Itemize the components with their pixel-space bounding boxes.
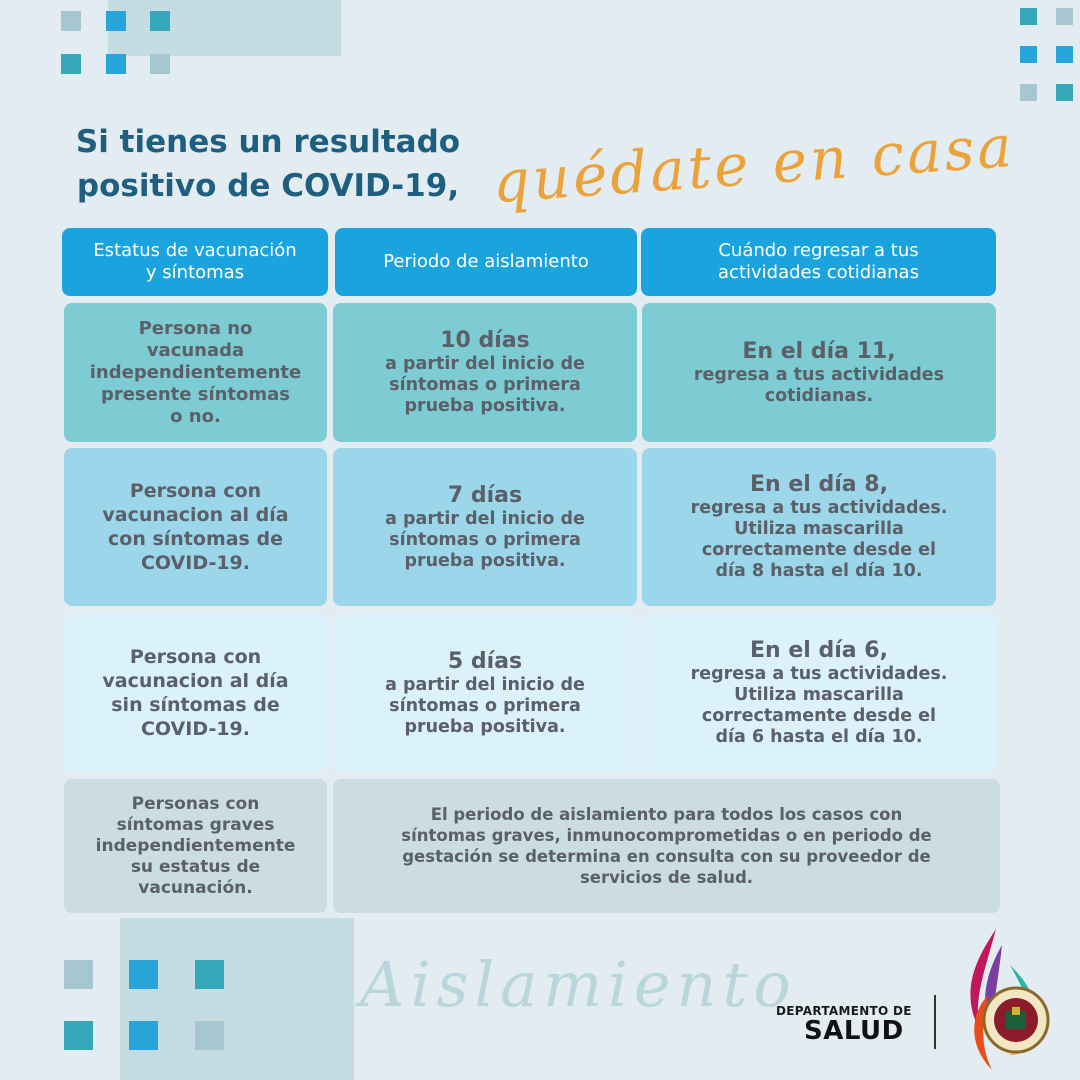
row2-status: Persona con vacunacion al día con síntomas de COVID-19.	[102, 480, 289, 574]
row1-period-text: a partir del inicio de síntomas o primera prueba positiva.	[385, 354, 585, 416]
row1-return-cell	[642, 303, 996, 442]
row3-status-cell	[64, 614, 327, 772]
row2-period-cell	[333, 448, 637, 606]
title-line-1: Si tienes un resultado	[75, 124, 461, 160]
logo-divider	[934, 995, 936, 1049]
row3-return-day: En el día 6,	[750, 638, 888, 663]
row3-return-cell	[642, 614, 996, 772]
header-label: Periodo de aislamiento	[383, 251, 589, 272]
header-label: Cuándo regresar a tus actividades cotidianas	[718, 240, 919, 283]
decor-rectangle-top	[108, 0, 341, 56]
row1-status-cell	[64, 303, 327, 442]
footer-script-word: Aislamiento	[360, 948, 797, 1021]
row3-return-text: regresa a tus actividades. Utiliza mascarilla correctamente desde el día 6 hasta el día 10.	[690, 664, 948, 747]
row3-period-cell	[333, 614, 637, 772]
row1-return-text: regresa a tus actividades cotidianas.	[693, 364, 945, 406]
script-headline: quédate en casa	[490, 111, 1017, 217]
header-label: Estatus de vacunación y síntomas	[93, 240, 297, 283]
row2-status-cell	[64, 448, 327, 606]
row1-return-day: En el día 11,	[742, 338, 896, 364]
department-name: SALUD	[804, 1016, 904, 1046]
page-title	[58, 120, 478, 208]
row3-status: Persona con vacunacion al día sin síntomas de COVID-19.	[102, 646, 289, 740]
row2-period-text: a partir del inicio de síntomas o primera prueba positiva.	[385, 508, 585, 571]
row2-return-day: En el día 8,	[750, 472, 888, 497]
department-label: DEPARTAMENTO DE	[776, 1004, 912, 1018]
row3-period-days: 5 días	[447, 648, 523, 674]
title-line-2: positivo de COVID-19,	[76, 168, 460, 204]
row2-period-days: 7 días	[447, 482, 523, 508]
row1-status: Persona no vacunada independientemente presente síntomas o no.	[89, 317, 302, 427]
header-isolation-period	[335, 228, 637, 296]
row4-status: Personas con síntomas graves independientemente su estatus de vacunación.	[95, 793, 296, 898]
row4-note: El periodo de aislamiento para todos los casos con síntomas graves, inmunocomprometidas o en periodo de gestación se determina en consulta con su proveedor de servicios de salud.	[401, 805, 932, 887]
seal-logo-icon	[952, 925, 1062, 1075]
row2-return-cell	[642, 448, 996, 606]
row4-status-cell	[64, 779, 327, 913]
row1-period-cell	[333, 303, 637, 442]
row1-period-days: 10 días	[440, 328, 530, 353]
header-vaccination-status	[62, 228, 328, 296]
row3-period-text: a partir del inicio de síntomas o primera prueba positiva.	[385, 674, 585, 737]
decor-rectangle-bottom	[120, 918, 354, 1080]
header-return-activities	[641, 228, 996, 296]
row2-return-text: regresa a tus actividades. Utiliza mascarilla correctamente desde el día 8 hasta el día 10.	[690, 498, 948, 581]
row4-note-cell	[333, 779, 1000, 913]
